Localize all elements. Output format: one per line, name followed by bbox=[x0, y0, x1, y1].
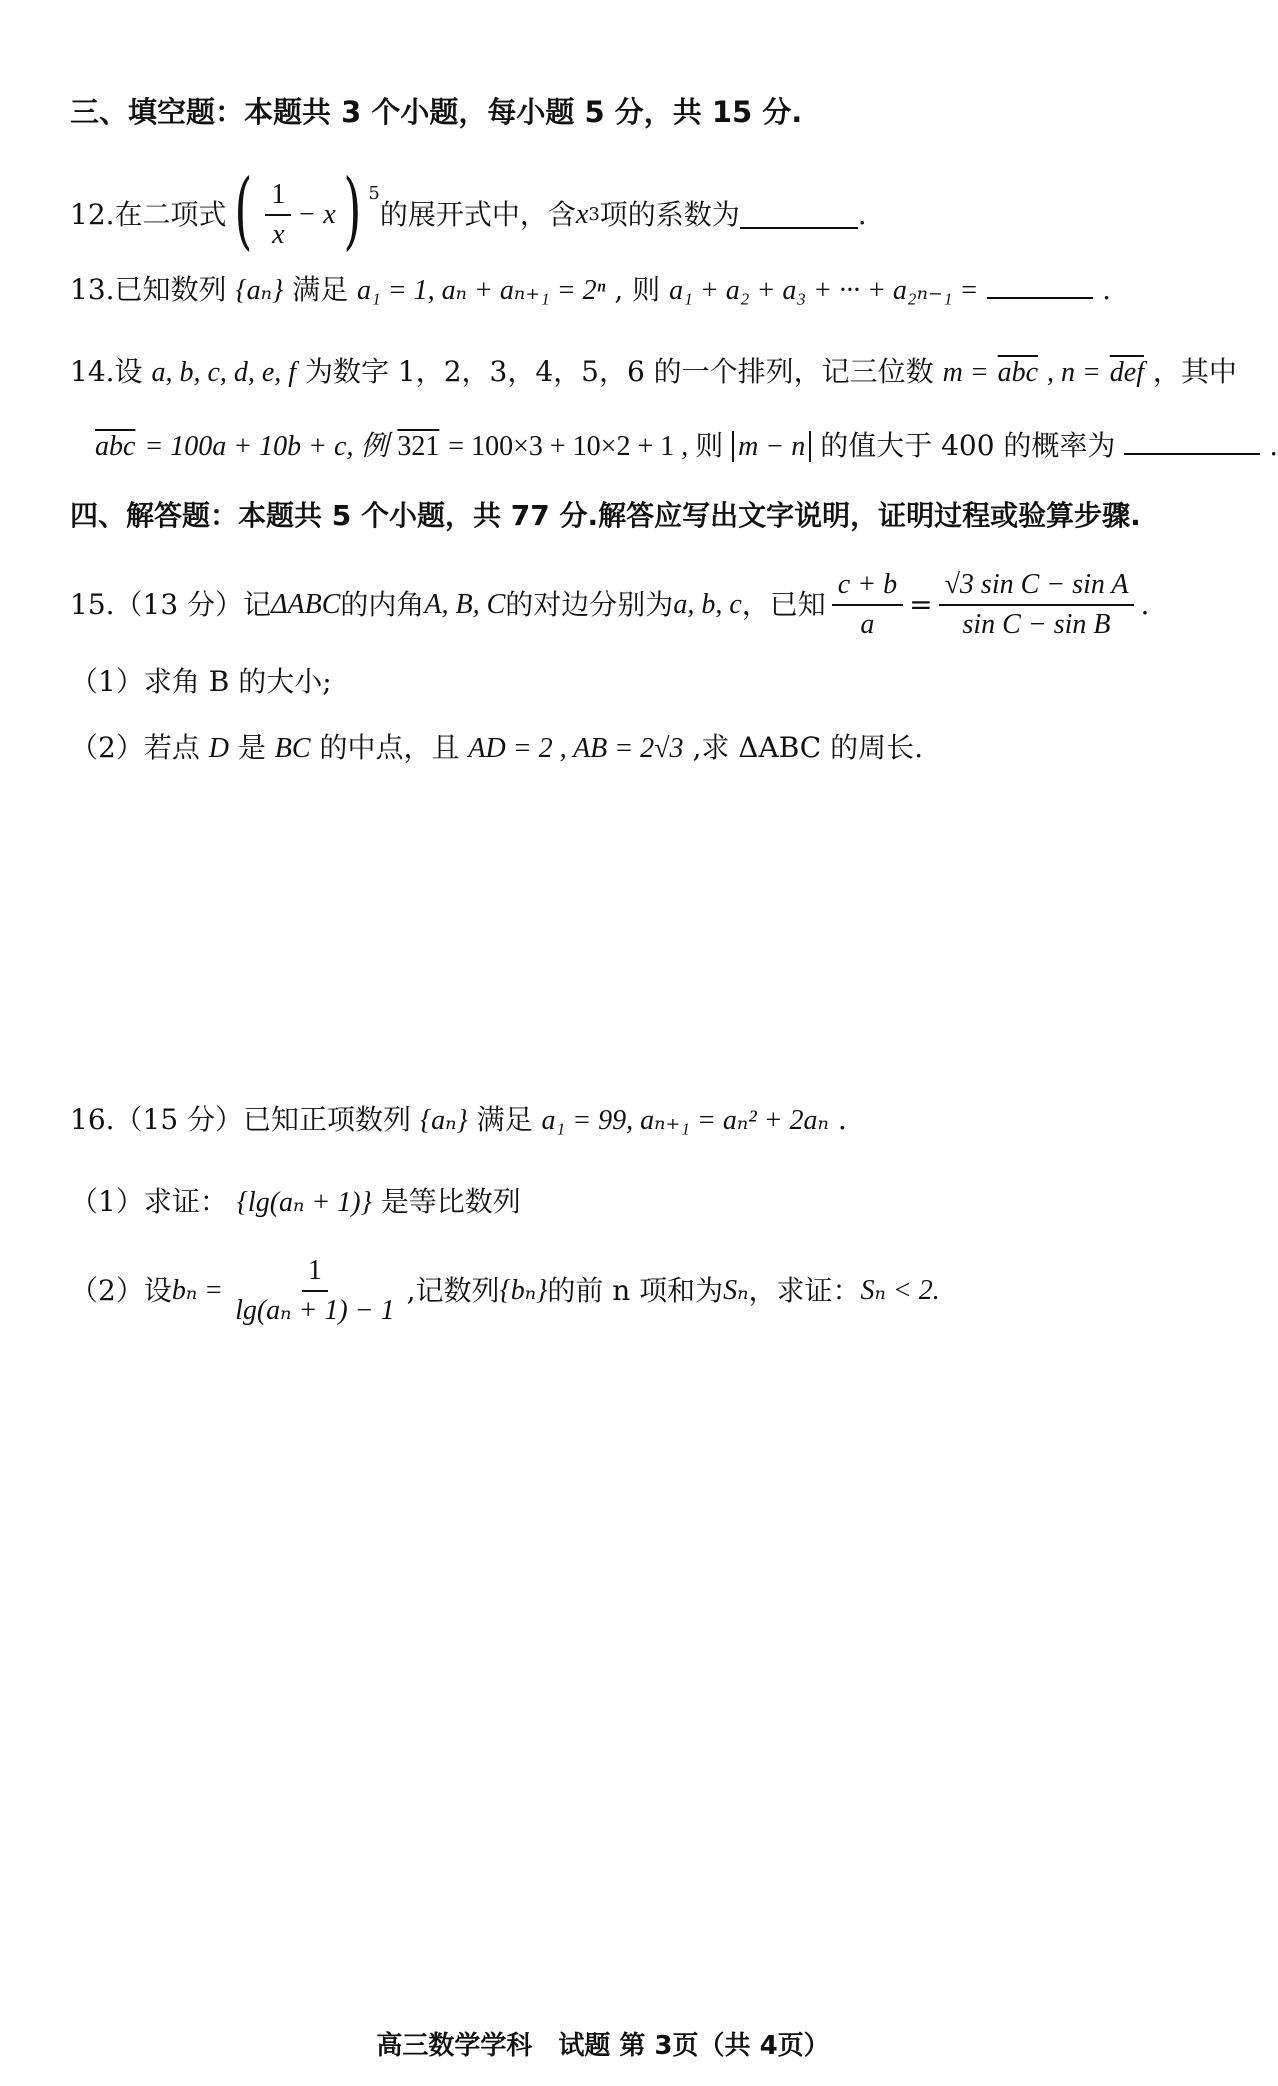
q15-part2-d: D bbox=[208, 733, 229, 764]
q15-intro-prefix: 15.（13 分）记 bbox=[70, 588, 272, 621]
q16-part1-expr: {lg(aₙ + 1)} bbox=[236, 1187, 372, 1218]
q14-line2-eq: = 100a + 10b + c, 例 bbox=[144, 431, 389, 462]
section-3-heading: 三、填空题：本题共 3 个小题，每小题 5 分，共 15 分. bbox=[70, 95, 803, 129]
question-15 bbox=[70, 560, 1166, 650]
q13-answer-blank[interactable] bbox=[987, 271, 1093, 299]
right-paren-icon: ) bbox=[343, 161, 362, 259]
q14-vars: a, b, c, d, e, f bbox=[151, 357, 297, 388]
q15-part2-mid: 是 bbox=[237, 731, 275, 764]
section-4-heading: 四、解答题：本题共 5 个小题，共 77 分.解答应写出文字说明，证明过程或验算步骤. bbox=[70, 499, 1141, 532]
q14-prefix: 14.设 bbox=[70, 355, 152, 388]
q15-lhs-fraction bbox=[832, 568, 903, 642]
q16-part2-den: lg(aₙ + 1) − 1 bbox=[235, 1295, 395, 1326]
q13-end: . bbox=[1102, 273, 1112, 306]
q15-triangle: ΔABC bbox=[271, 589, 341, 620]
q12-x: x bbox=[575, 199, 589, 230]
question-14-line-2 bbox=[95, 426, 1278, 467]
q14-line2-321: 321 bbox=[397, 431, 440, 462]
q15-rhs-num: √3 sin C − sin A bbox=[939, 568, 1135, 606]
q13-seq: {aₙ} bbox=[235, 275, 284, 306]
q12-answer-blank[interactable] bbox=[740, 201, 858, 229]
q15-part-1: （1）求角 B 的大小; bbox=[70, 665, 332, 698]
left-paren-icon: ( bbox=[233, 161, 252, 259]
q15-intro-middle2: 的对边分别为 bbox=[505, 588, 674, 621]
q13-formula: a₁ = 1, aₙ + aₙ₊₁ = 2ⁿ bbox=[357, 275, 606, 306]
q16-part2-prove: ，求证： bbox=[748, 1274, 861, 1307]
q15-angles: A, B, C bbox=[424, 589, 506, 620]
q14-line2-abs: m − n bbox=[732, 431, 811, 462]
q14-line2-abc: $\overline{abc}$ bbox=[95, 431, 136, 462]
q14-line1-end: ，其中 bbox=[1152, 355, 1237, 388]
q15-part-2 bbox=[70, 728, 1166, 769]
q15-end: . bbox=[1140, 588, 1150, 621]
q14-line2-suffix: 的值大于 400 的概率为 bbox=[820, 429, 1116, 462]
q13-then: , 则 bbox=[614, 273, 670, 306]
q14-m-eq: m = bbox=[942, 357, 989, 388]
q13-cond-label: 满足 bbox=[292, 273, 349, 306]
q13-sum: a₁ + a₂ + a₃ + ··· + a₂ₙ₋₁ = bbox=[669, 275, 979, 306]
q13-prefix: 13.已知数列 bbox=[70, 273, 227, 306]
q12-middle: 的展开式中，含 bbox=[379, 198, 576, 231]
q12-prefix: 12.在二项式 bbox=[70, 198, 227, 231]
q16-part2-mid: ,记数列 bbox=[406, 1274, 500, 1307]
q14-abc: $\overline{abc}$ bbox=[997, 357, 1039, 388]
q15-rhs-fraction bbox=[939, 568, 1135, 642]
q14-answer-blank[interactable] bbox=[1124, 427, 1260, 455]
q12-frac-den: x bbox=[272, 219, 285, 250]
q16-part2-seq: {bₙ} bbox=[499, 1275, 548, 1306]
q15-part2-mid2: 的中点，且 bbox=[319, 731, 469, 764]
q12-x-exp: 3 bbox=[588, 204, 600, 225]
q12-frac-num: 1 bbox=[265, 178, 291, 216]
q14-n-eq: , n = bbox=[1046, 357, 1101, 388]
q12-end: . bbox=[857, 198, 867, 231]
question-12 bbox=[70, 161, 1166, 260]
q12-minus-x: − x bbox=[297, 199, 336, 230]
q15-rhs-den: sin C − sin B bbox=[962, 609, 1111, 640]
page-footer: 高三数学学科 试题 第 3页（共 4页） bbox=[376, 2031, 830, 2061]
q15-part2-prefix: （2）若点 bbox=[70, 731, 209, 764]
q15-part2-cond: AD = 2 , AB = 2√3 bbox=[468, 733, 684, 764]
q15-lhs-den: a bbox=[860, 609, 875, 640]
q16-part1-label: （1）求证： bbox=[70, 1185, 228, 1218]
q16-intro-prefix: 16.（15 分）已知正项数列 bbox=[70, 1103, 412, 1136]
q16-part1-suffix: 是等比数列 bbox=[380, 1185, 521, 1218]
q12-suffix: 项的系数为 bbox=[599, 198, 740, 231]
q16-end: . bbox=[837, 1103, 847, 1136]
q14-middle: 为数字 1，2，3，4，5，6 的一个排列，记三位数 bbox=[304, 355, 943, 388]
q15-lhs-num: c + b bbox=[832, 568, 903, 606]
q15-intro-known: ，已知 bbox=[741, 588, 826, 621]
q15-eq: = bbox=[909, 588, 933, 621]
q16-part-2 bbox=[70, 1246, 1166, 1336]
q16-part2-sn: Sₙ bbox=[723, 1275, 749, 1306]
q16-part2-mid2: 的前 n 项和为 bbox=[547, 1274, 724, 1307]
q12-fraction bbox=[265, 178, 291, 252]
q16-part2-fraction bbox=[229, 1254, 401, 1328]
q16-part2-label: （2）设 bbox=[70, 1274, 172, 1307]
q15-part2-bc: BC bbox=[274, 733, 311, 764]
q14-line2-calc: = 100×3 + 10×2 + 1 , 则 bbox=[448, 431, 724, 462]
q16-formula: a₁ = 99, aₙ₊₁ = aₙ² + 2aₙ bbox=[541, 1105, 829, 1136]
question-16 bbox=[70, 1100, 1166, 1141]
question-14-line-1 bbox=[70, 352, 1237, 393]
q15-part2-end: ,求 ΔABC 的周长. bbox=[692, 731, 924, 764]
q16-cond-label: 满足 bbox=[476, 1103, 542, 1136]
q14-line2-end: . bbox=[1269, 429, 1278, 462]
q16-part2-num: 1 bbox=[302, 1254, 328, 1292]
q14-def: $\overline{def}$ bbox=[1109, 357, 1144, 388]
question-13 bbox=[70, 270, 1166, 311]
q16-part2-ineq: Sₙ < 2. bbox=[860, 1275, 940, 1306]
q16-seq: {aₙ} bbox=[419, 1105, 468, 1136]
q15-sides: a, b, c bbox=[673, 589, 742, 620]
q16-part2-bn: bₙ = bbox=[171, 1275, 224, 1306]
q15-intro-middle: 的内角 bbox=[340, 588, 425, 621]
q16-part-1 bbox=[70, 1182, 1166, 1223]
q12-exponent: 5 bbox=[368, 183, 380, 204]
